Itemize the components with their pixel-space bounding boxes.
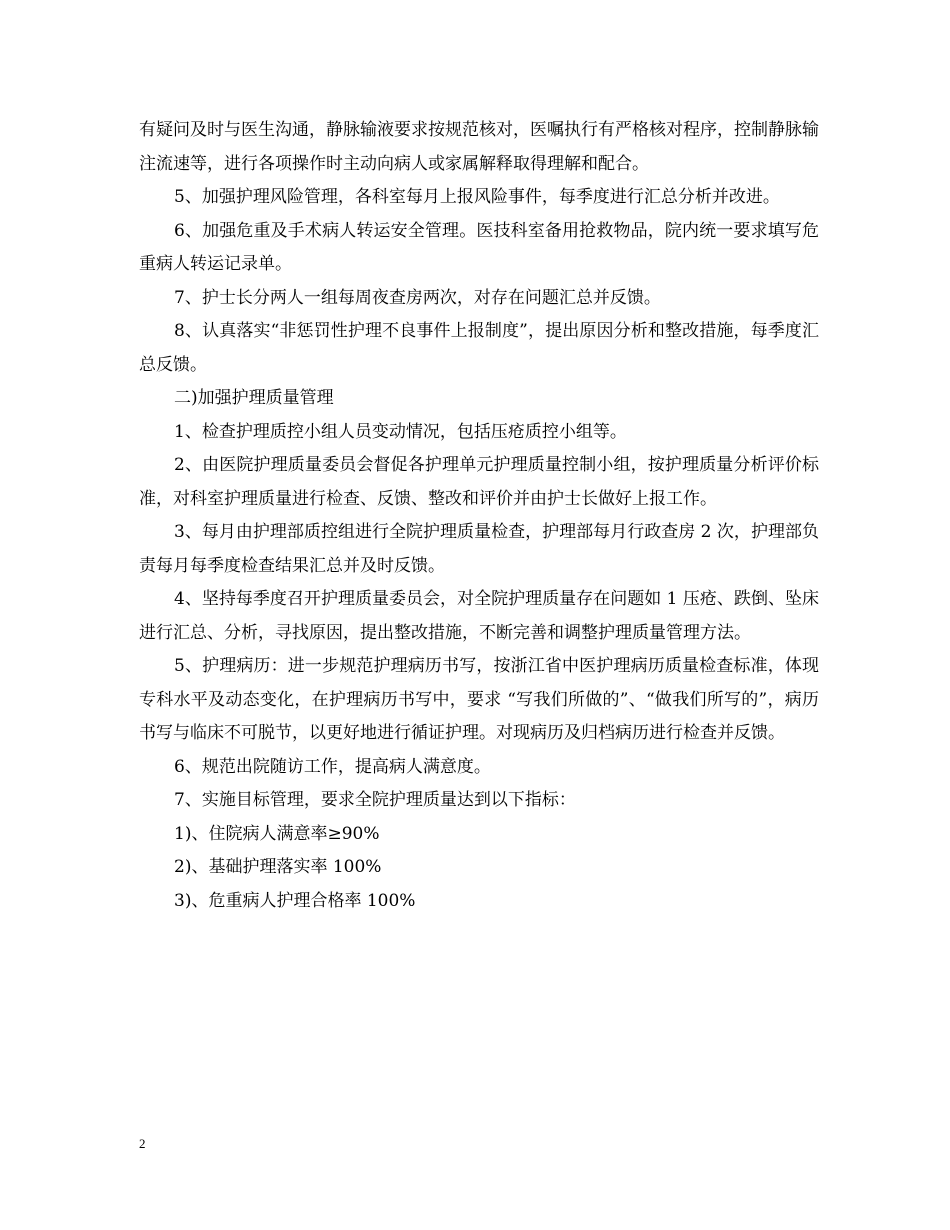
paragraph: 2、由医院护理质量委员会督促各护理单元护理质量控制小组，按护理质量分析评价标准，对科室护理质量进行检查、反馈、整改和评价并由护士长做好上报工作。 (139, 455, 819, 509)
paragraph: 1、检查护理质控小组人员变动情况，包括压疮质控小组等。 (174, 421, 627, 442)
paragraph: 5、加强护理风险管理，各科室每月上报风险事件，每季度进行汇总分析并改进。 (174, 187, 780, 207)
page-number: 2 (139, 1136, 146, 1151)
paragraph: 8、认真落实“非惩罚性护理不良事件上报制度”，提出原因分析和整改措施，每季度汇总反馈。 (139, 321, 819, 375)
paragraph: 7、实施目标管理，要求全院护理质量达到以下指标： (174, 790, 576, 810)
list-item: 1)、住院病人满意率≥90% (174, 823, 380, 844)
list-item: 3)、危重病人护理合格率 100% (174, 890, 416, 911)
paragraph: 7、护士长分两人一组每周夜查房两次，对存在问题汇总并反馈。 (174, 287, 661, 308)
paragraph: 6、规范出院随访工作，提高病人满意度。 (174, 756, 491, 777)
paragraph: 5、护理病历：进一步规范护理病历书写，按浙江省中医护理病历质量检查标准，体现专科水平及动态变化，在护理病历书写中，要求 “写我们所做的”、“做我们所写的”，病历书写与临床不可脱节，以更好地进行循证护理。对现病历及归档病历进行检查并反馈。 (139, 656, 819, 743)
list-item: 2)、基础护理落实率 100% (174, 857, 382, 877)
paragraph: 6、加强危重及手术病人转运安全管理。医技科室备用抢救物品，院内统一要求填写危重病人转运记录单。 (139, 220, 819, 274)
paragraph: 3、每月由护理部质控组进行全院护理质量检查，护理部每月行政查房 2 次，护理部负责每月每季度检查结果汇总并及时反馈。 (139, 522, 819, 576)
section-heading: 二)加强护理质量管理 (174, 388, 334, 408)
paragraph: 4、坚持每季度召开护理质量委员会，对全院护理质量存在问题如 1 压疮、跌倒、坠床进行汇总、分析，寻找原因，提出整改措施，不断完善和调整护理质量管理方法。 (139, 589, 819, 643)
document-body (139, 114, 819, 918)
paragraph: 有疑问及时与医生沟通，静脉输液要求按规范核对，医嘱执行有严格核对程序，控制静脉输注流速等，进行各项操作时主动向病人或家属解释取得理解和配合。 (139, 120, 819, 174)
